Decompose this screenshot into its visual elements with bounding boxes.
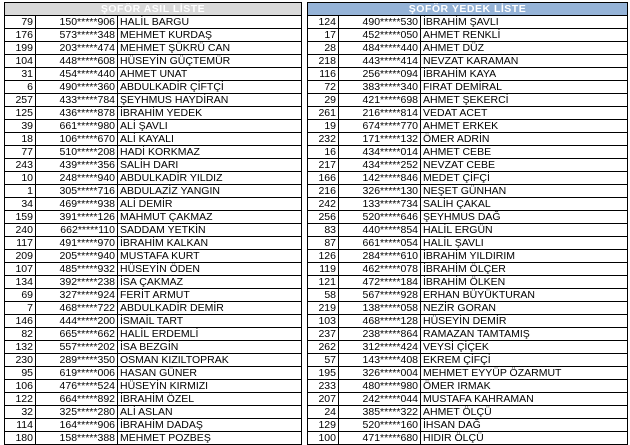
row-number-cell: 7 [5,302,36,315]
phone-cell: 664*****892 [36,393,118,406]
phone-cell: 325*****280 [36,406,118,419]
name-cell: HADİ KORKMAZ [118,146,302,159]
phone-cell: 138*****058 [339,302,421,315]
name-cell: HÜSEYİN GÜÇTEMÜR [118,55,302,68]
row-number-cell: 83 [308,224,339,237]
row-number-cell: 126 [308,250,339,263]
phone-cell: 326*****130 [339,185,421,198]
row-number-cell: 237 [308,328,339,341]
name-cell: AHMET ÖLÇÜ [421,406,628,419]
phone-cell: 433*****784 [36,94,118,107]
phone-cell: 444*****200 [36,315,118,328]
row-number-cell: 107 [5,263,36,276]
phone-cell: 440*****854 [339,224,421,237]
phone-cell: 171*****132 [339,133,421,146]
row-number-cell: 69 [5,289,36,302]
table-row [5,159,302,172]
name-cell: İBRAHİM YEDEK [118,107,302,120]
row-number-cell: 103 [308,315,339,328]
phone-cell: 434*****252 [339,159,421,172]
row-number-cell: 124 [308,16,339,29]
row-number-cell: 1 [5,185,36,198]
phone-cell: 164*****906 [36,419,118,432]
phone-cell: 143*****408 [339,354,421,367]
phone-cell: 468*****722 [36,302,118,315]
table-row [5,68,302,81]
row-number-cell: 199 [5,42,36,55]
name-cell: SALİH ÇAKAL [421,198,628,211]
row-number-cell: 77 [5,146,36,159]
table-row [308,211,628,224]
row-number-cell: 240 [5,224,36,237]
row-number-cell: 180 [5,432,36,445]
name-cell: ALİ KAYALI [118,133,302,146]
table-row [308,406,628,419]
name-cell: ABDULKADİR ÇİFTÇİ [118,81,302,94]
name-cell: AHMET CEBE [421,146,628,159]
name-cell: MEHMET ŞÜKRÜ CAN [118,42,302,55]
phone-cell: 448*****608 [36,55,118,68]
table-row [308,419,628,432]
phone-cell: 326*****004 [339,367,421,380]
phone-cell: 567*****928 [339,289,421,302]
name-cell: HÜSEYİN DEMİR [421,315,628,328]
name-cell: OSMAN KIZILTOPRAK [118,354,302,367]
table-row [308,289,628,302]
name-cell: SALİH DARI [118,159,302,172]
name-cell: VEDAT ACET [421,107,628,120]
table-row [308,224,628,237]
row-number-cell: 39 [5,120,36,133]
phone-cell: 520*****160 [339,419,421,432]
phone-cell: 106*****670 [36,133,118,146]
table-row [5,406,302,419]
row-number-cell: 87 [308,237,339,250]
phone-cell: 439*****356 [36,159,118,172]
row-number-cell: 31 [5,68,36,81]
name-cell: HIDIR ÖLÇÜ [421,432,628,445]
name-cell: AHMET UNAT [118,68,302,81]
name-cell: İBRAHİM DADAŞ [118,419,302,432]
row-number-cell: 58 [308,289,339,302]
phone-cell: 385*****322 [339,406,421,419]
row-number-cell: 209 [5,250,36,263]
table-row [308,68,628,81]
name-cell: İSA ÇAKMAZ [118,276,302,289]
table-row [5,276,302,289]
name-cell: HALİL BARGU [118,16,302,29]
row-number-cell: 82 [5,328,36,341]
name-cell: MEHMET EYYÜP ÖZARMUT [421,367,628,380]
row-number-cell: 122 [5,393,36,406]
phone-cell: 490*****360 [36,81,118,94]
phone-cell: 391*****126 [36,211,118,224]
name-cell: MEHMET KURDAŞ [118,29,302,42]
phone-cell: 557*****202 [36,341,118,354]
table-row [5,315,302,328]
phone-cell: 485*****932 [36,263,118,276]
phone-cell: 471*****680 [339,432,421,445]
name-cell: NEVZAT KARAMAN [421,55,628,68]
name-cell: ERHAN BÜYÜKTURAN [421,289,628,302]
table-row [5,146,302,159]
phone-cell: 312*****424 [339,341,421,354]
row-number-cell: 24 [308,406,339,419]
table-row [5,94,302,107]
phone-cell: 392*****238 [36,276,118,289]
name-cell: İBRAHİM ÖLKEN [421,276,628,289]
table-row [308,120,628,133]
name-cell: MUSTAFA KAHRAMAN [421,393,628,406]
table-row [308,146,628,159]
table-row [308,42,628,55]
row-number-cell: 219 [308,302,339,315]
table-row [5,224,302,237]
name-cell: FIRAT DEMİRAL [421,81,628,94]
phone-cell: 289*****350 [36,354,118,367]
row-number-cell: 32 [5,406,36,419]
name-cell: NEŞET GÜNHAN [421,185,628,198]
table-row [308,315,628,328]
phone-cell: 661*****054 [339,237,421,250]
name-cell: MEDET ÇİFÇİ [421,172,628,185]
row-number-cell: 116 [308,68,339,81]
phone-cell: 490*****530 [339,16,421,29]
name-cell: NEVZAT CEBE [421,159,628,172]
name-cell: MAHMUT ÇAKMAZ [118,211,302,224]
table-row [308,185,628,198]
table-row [5,250,302,263]
name-cell: NEZİR GORAN [421,302,628,315]
phone-cell: 216*****814 [339,107,421,120]
table-row [308,133,628,146]
asil-list-title: ŞOFÖR ASIL LİSTE [5,3,302,16]
name-cell: ALİ ASLAN [118,406,302,419]
table-row [308,276,628,289]
name-cell: FERİT ARMUT [118,289,302,302]
phone-cell: 133*****734 [339,198,421,211]
table-row [5,354,302,367]
row-number-cell: 57 [308,354,339,367]
table-row [5,341,302,354]
phone-cell: 674*****770 [339,120,421,133]
row-number-cell: 176 [5,29,36,42]
phone-cell: 661*****980 [36,120,118,133]
row-number-cell: 34 [5,198,36,211]
table-row [308,328,628,341]
phone-cell: 454*****440 [36,68,118,81]
name-cell: ÖMER ADRİN [421,133,628,146]
row-number-cell: 216 [308,185,339,198]
phone-cell: 256*****094 [339,68,421,81]
row-number-cell: 17 [308,29,339,42]
phone-cell: 469*****938 [36,198,118,211]
table-row [308,341,628,354]
table-row [5,328,302,341]
name-cell: İBRAHİM ŞAVLI [421,16,628,29]
row-number-cell: 16 [308,146,339,159]
phone-cell: 242*****044 [339,393,421,406]
row-number-cell: 195 [308,367,339,380]
phone-cell: 150*****906 [36,16,118,29]
table-row [308,393,628,406]
phone-cell: 443*****414 [339,55,421,68]
row-number-cell: 72 [308,81,339,94]
row-number-cell: 232 [308,133,339,146]
yedek-list-table [307,2,628,445]
phone-cell: 421*****698 [339,94,421,107]
table-row [308,81,628,94]
table-row [308,432,628,445]
row-number-cell: 261 [308,107,339,120]
row-number-cell: 106 [5,380,36,393]
row-number-cell: 79 [5,16,36,29]
row-number-cell: 159 [5,211,36,224]
phone-cell: 484*****440 [339,42,421,55]
table-row [308,107,628,120]
row-number-cell: 95 [5,367,36,380]
name-cell: İBRAHİM ÖZEL [118,393,302,406]
table-row [308,250,628,263]
phone-cell: 203*****474 [36,42,118,55]
table-row [308,29,628,42]
table-row [5,55,302,68]
name-cell: AHMET ERKEK [421,120,628,133]
row-number-cell: 28 [308,42,339,55]
name-cell: ABDULAZİZ YANGIN [118,185,302,198]
name-cell: VEYSİ ÇİÇEK [421,341,628,354]
table-row [5,432,302,445]
table-row [5,211,302,224]
table-row [5,81,302,94]
table-row [5,185,302,198]
row-number-cell: 166 [308,172,339,185]
row-number-cell: 132 [5,341,36,354]
row-number-cell: 121 [308,276,339,289]
name-cell: HALİL ERGÜN [421,224,628,237]
phone-cell: 436*****878 [36,107,118,120]
phone-cell: 665*****662 [36,328,118,341]
phone-cell: 472*****184 [339,276,421,289]
name-cell: EKREM ÇİFÇİ [421,354,628,367]
name-cell: AHMET RENKLİ [421,29,628,42]
name-cell: ŞEYHMUS HAYDİRAN [118,94,302,107]
phone-cell: 662*****110 [36,224,118,237]
table-row [5,120,302,133]
name-cell: ŞEYHMUS DAĞ [421,211,628,224]
name-cell: ABDULKADİR DEMİR [118,302,302,315]
row-number-cell: 10 [5,172,36,185]
name-cell: SADDAM YETKİN [118,224,302,237]
row-number-cell: 6 [5,81,36,94]
phone-cell: 480*****980 [339,380,421,393]
table-row [5,29,302,42]
phone-cell: 462*****078 [339,263,421,276]
table-row [308,172,628,185]
name-cell: İSA BEZGİN [118,341,302,354]
name-cell: MEHMET POZBEŞ [118,432,302,445]
name-cell: AHMET ŞEKERCİ [421,94,628,107]
asil-list-table [4,2,302,445]
phone-cell: 520*****646 [339,211,421,224]
name-cell: İBRAHİM YILDIRIM [421,250,628,263]
name-cell: HÜSEYİN KIRMIZI [118,380,302,393]
table-row [5,172,302,185]
row-number-cell: 114 [5,419,36,432]
name-cell: HALİL ŞAVLI [421,237,628,250]
phone-cell: 452*****050 [339,29,421,42]
row-number-cell: 230 [5,354,36,367]
name-cell: ÖMER IRMAK [421,380,628,393]
phone-cell: 284*****610 [339,250,421,263]
row-number-cell: 125 [5,107,36,120]
row-number-cell: 29 [308,94,339,107]
phone-cell: 619*****006 [36,367,118,380]
table-row [308,302,628,315]
name-cell: İBRAHİM KAYA [421,68,628,81]
table-row [308,94,628,107]
table-row [5,133,302,146]
row-number-cell: 256 [308,211,339,224]
phone-cell: 305*****716 [36,185,118,198]
name-cell: İBRAHİM KALKAN [118,237,302,250]
name-cell: ABDULKADİR YILDIZ [118,172,302,185]
row-number-cell: 129 [308,419,339,432]
row-number-cell: 257 [5,94,36,107]
row-number-cell: 207 [308,393,339,406]
row-number-cell: 233 [308,380,339,393]
name-cell: İBRAHİM ÖLÇER [421,263,628,276]
phone-cell: 476*****524 [36,380,118,393]
phone-cell: 434*****014 [339,146,421,159]
table-row [5,419,302,432]
table-row [308,16,628,29]
phone-cell: 327*****924 [36,289,118,302]
row-number-cell: 146 [5,315,36,328]
row-number-cell: 119 [308,263,339,276]
yedek-list-title: ŞOFÖR YEDEK LİSTE [308,3,628,16]
table-row [5,367,302,380]
phone-cell: 205*****940 [36,250,118,263]
table-row [308,380,628,393]
table-row [308,159,628,172]
name-cell: HASAN GÜNER [118,367,302,380]
table-row [308,198,628,211]
table-row [5,263,302,276]
phone-cell: 510*****208 [36,146,118,159]
row-number-cell: 217 [308,159,339,172]
table-row [5,380,302,393]
table-row [308,263,628,276]
name-cell: İSMAİL TART [118,315,302,328]
row-number-cell: 117 [5,237,36,250]
table-row [5,42,302,55]
name-cell: HALİL ERDEMLİ [118,328,302,341]
table-row [5,107,302,120]
phone-cell: 491*****970 [36,237,118,250]
name-cell: RAMAZAN TAMTAMIŞ [421,328,628,341]
table-row [5,302,302,315]
name-cell: HÜSEYİN ÖDEN [118,263,302,276]
row-number-cell: 242 [308,198,339,211]
row-number-cell: 218 [308,55,339,68]
phone-cell: 248*****940 [36,172,118,185]
row-number-cell: 18 [5,133,36,146]
name-cell: ALİ DEMİR [118,198,302,211]
phone-cell: 142*****846 [339,172,421,185]
phone-cell: 383*****340 [339,81,421,94]
table-row [308,55,628,68]
phone-cell: 158*****388 [36,432,118,445]
table-row [5,237,302,250]
name-cell: AHMET DÜZ [421,42,628,55]
row-number-cell: 134 [5,276,36,289]
asil-list-body [5,16,302,445]
name-cell: MUSTAFA KURT [118,250,302,263]
table-row [308,237,628,250]
phone-cell: 468*****128 [339,315,421,328]
table-row [5,393,302,406]
phone-cell: 238*****864 [339,328,421,341]
table-row [5,16,302,29]
table-row [5,289,302,302]
phone-cell: 573*****348 [36,29,118,42]
table-row [308,367,628,380]
row-number-cell: 100 [308,432,339,445]
name-cell: ALİ ŞAVLI [118,120,302,133]
name-cell: İHSAN DAĞ [421,419,628,432]
row-number-cell: 19 [308,120,339,133]
row-number-cell: 262 [308,341,339,354]
yedek-list-body [308,16,628,445]
table-row [308,354,628,367]
table-row [5,198,302,211]
row-number-cell: 104 [5,55,36,68]
row-number-cell: 243 [5,159,36,172]
